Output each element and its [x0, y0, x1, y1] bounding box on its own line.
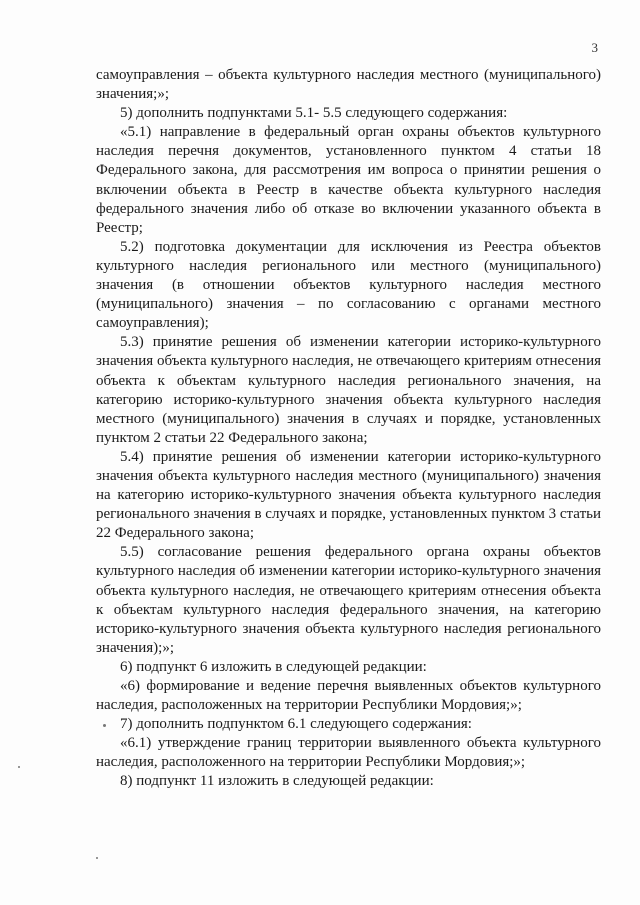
paragraph-continuation: самоуправления – объекта культурного наследия местного (муниципального) значения;»;	[96, 67, 601, 103]
document-body	[96, 66, 601, 792]
scan-speck	[18, 766, 20, 768]
paragraph-item-5: 5) дополнить подпунктами 5.1- 5.5 следующего содержания:	[120, 105, 508, 122]
paragraph-item-5-2: 5.2) подготовка документации для исключения из Реестра объектов культурного наследия регионального или местного (муниципального) значения (в отношении объектов культурного наследия местного (муниципального) значения – по согласованию с органами местного самоуправления);	[96, 238, 601, 332]
paragraph-item-6: 6) подпункт 6 изложить в следующей редакции:	[120, 658, 427, 675]
paragraph-item-6-quote: «6) формирование и ведение перечня выявленных объектов культурного наследия, расположенных на территории Республики Мордовия;»;	[96, 678, 601, 714]
paragraph-item-8: 8) подпункт 11 изложить в следующей редакции:	[120, 773, 434, 790]
paragraph-item-5-1: «5.1) направление в федеральный орган охраны объектов культурного наследия перечня документов, установленного пунктом 4 статьи 18 Федерального закона, для рассмотрения им вопроса о принятии решения о включении объекта в Реестр в качестве объекта культурного наследия федерального значения либо об отказе во включении указанного объекта в Реестр;	[96, 124, 601, 236]
page-number: 3	[591, 40, 598, 55]
paragraph-item-5-4: 5.4) принятие решения об изменении категории историко-культурного значения объекта культурного наследия местного (муниципального) значения на категорию историко-культурного значения объекта культурного наследия регионального значения в случаях и порядке, установленных пунктом 3 статьи 22 Федерального закона;	[96, 448, 601, 542]
paragraph-item-6-1: «6.1) утверждение границ территории выявленного объекта культурного наследия, расположенного на территории Республики Мордовия;»;	[96, 735, 601, 771]
scan-speck	[96, 857, 98, 859]
paragraph-item-5-3: 5.3) принятие решения об изменении категории историко-культурного значения объекта культурного наследия, не отвечающего критериям отнесения объекта к объектам культурного наследия регионального значения, на категорию историко-культурного значения объекта культурного наследия местного (муниципального) значения в случаях и порядке, установленных пунктом 2 статьи 22 Федерального закона;	[96, 334, 601, 446]
paragraph-item-7: 7) дополнить подпунктом 6.1 следующего содержания:	[120, 716, 472, 733]
scan-speck	[103, 724, 106, 727]
paragraph-item-5-5: 5.5) согласование решения федерального органа охраны объектов культурного наследия об изменении категории историко-культурного значения объекта культурного наследия, не отвечающего критериям отнесения объекта к объектам культурного наследия федерального значения, на категорию историко-культурного значения объекта культурного наследия регионального значения);»;	[96, 544, 601, 656]
